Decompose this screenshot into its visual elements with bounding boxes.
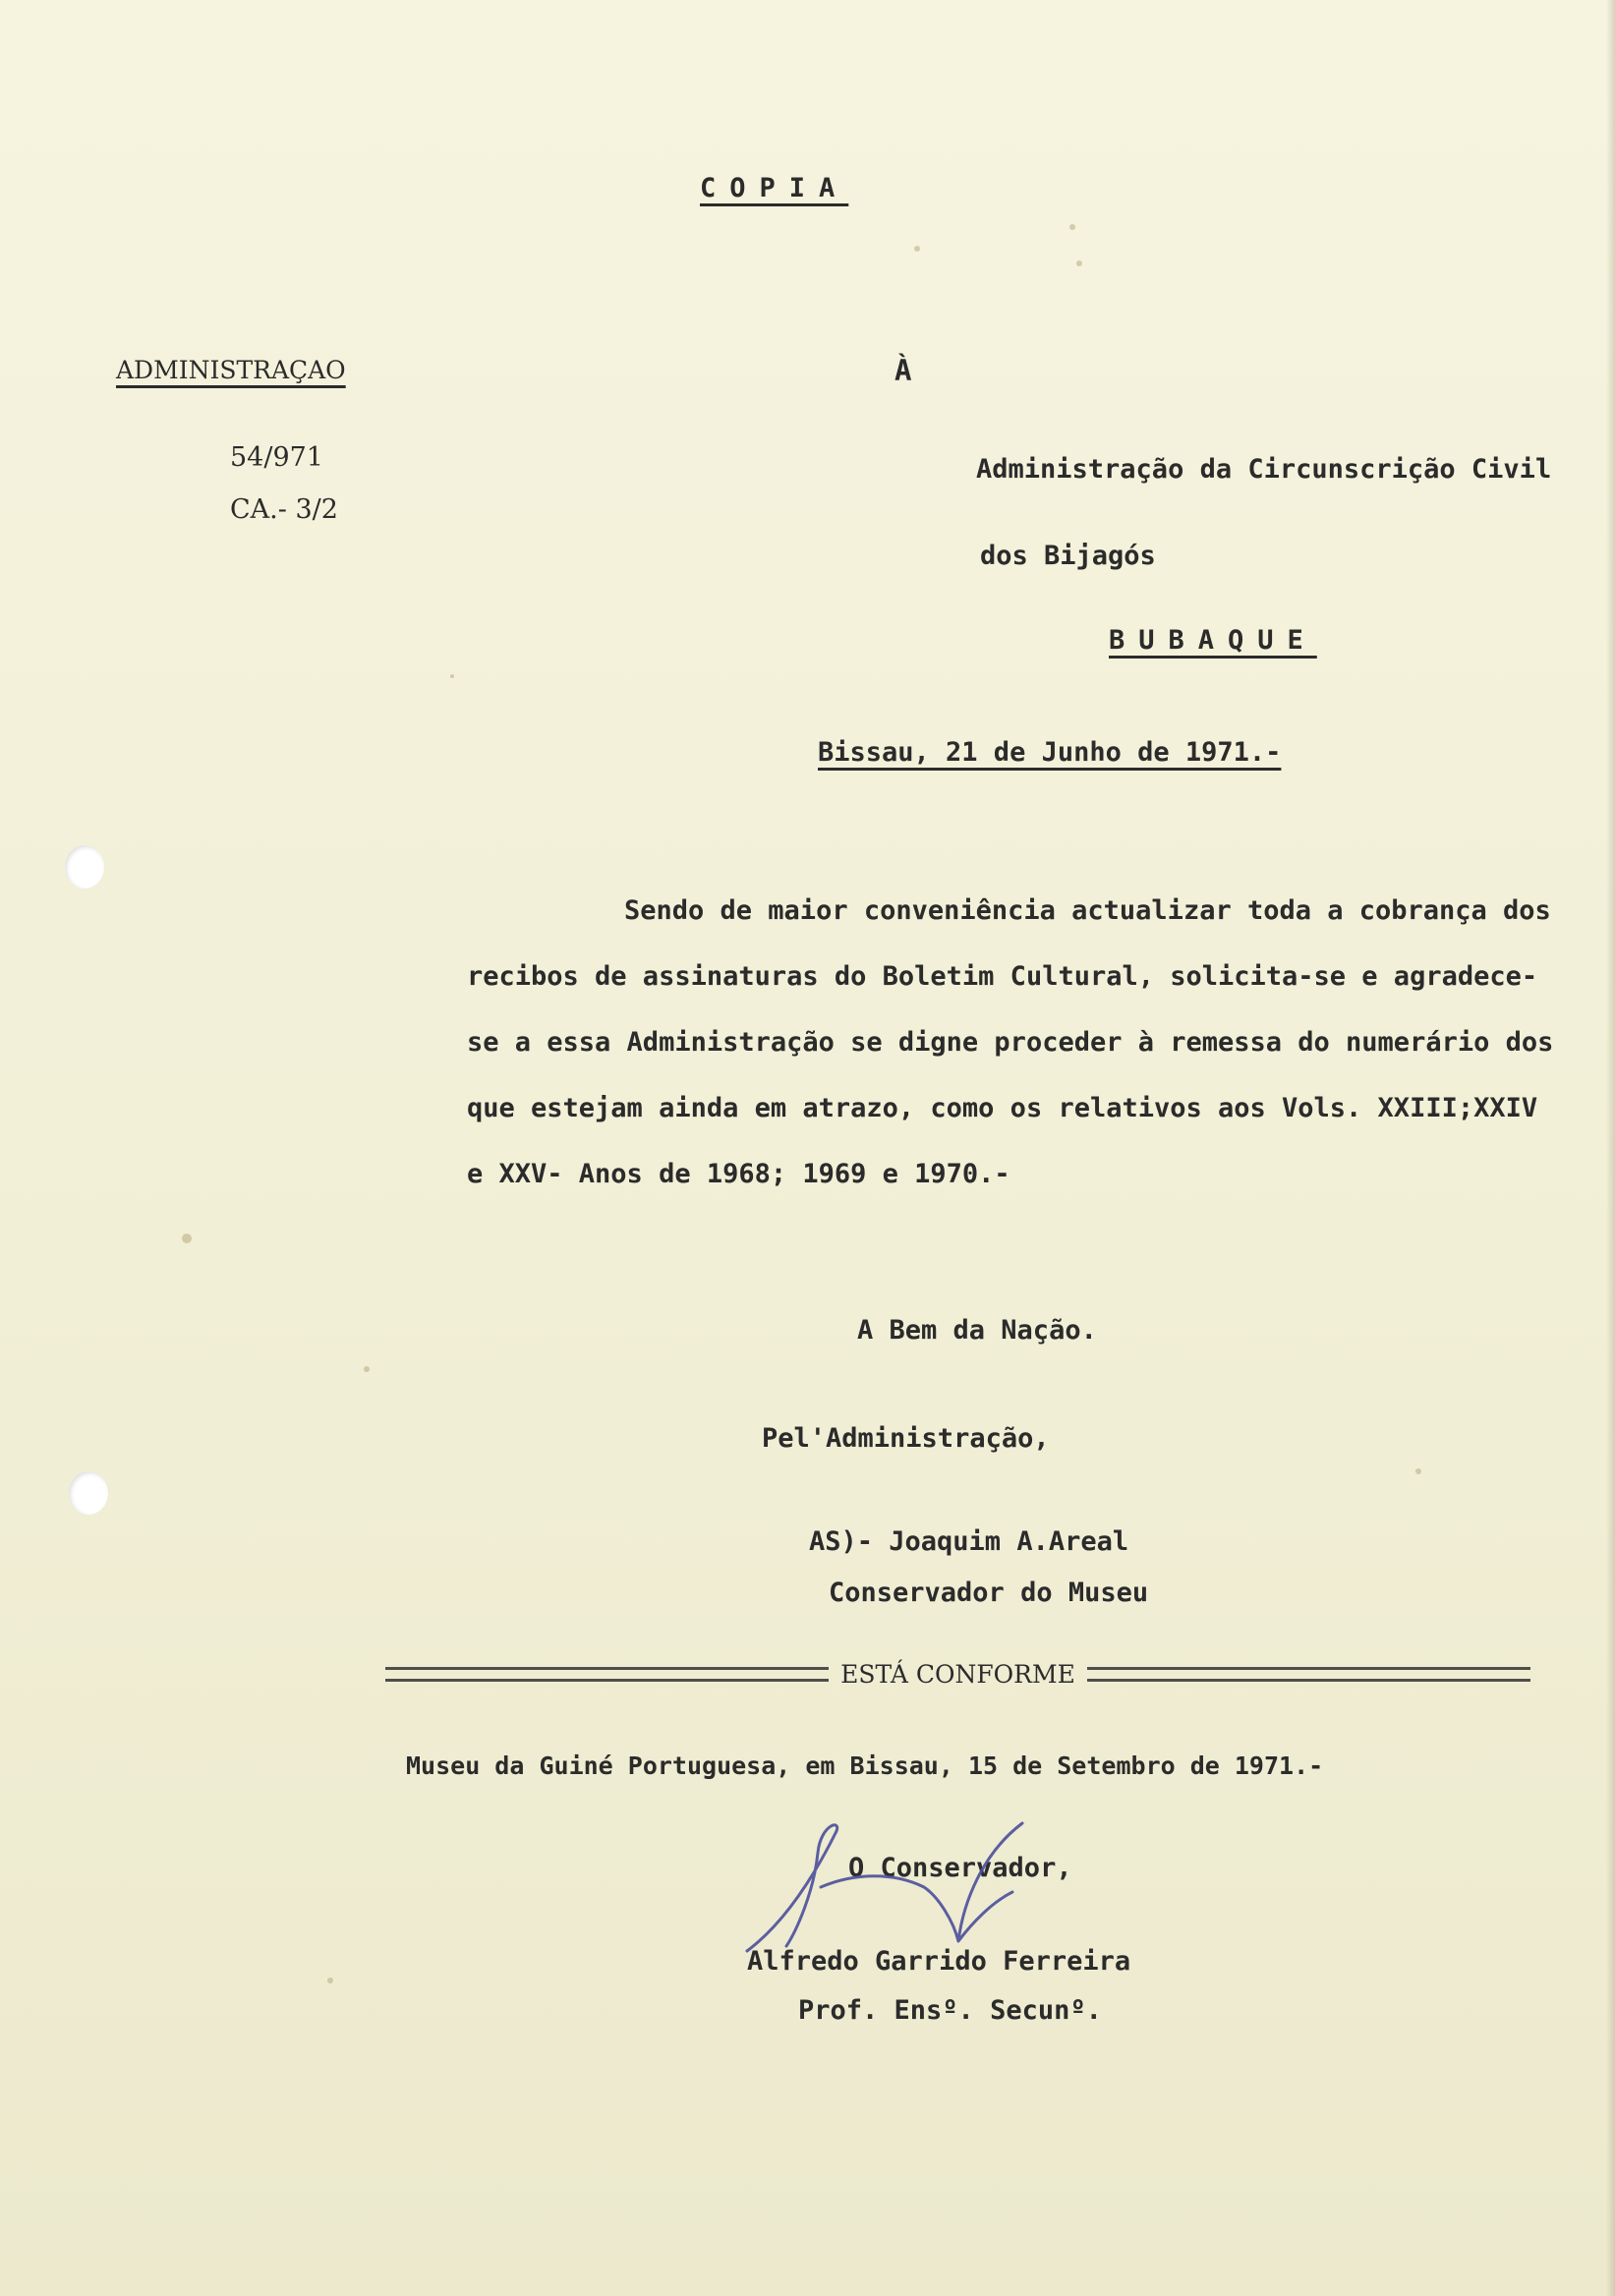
letter-body (467, 878, 1568, 1207)
recipient-line-1: Administração da Circunscrição Civil (976, 454, 1552, 485)
paper-speck (1415, 1468, 1421, 1474)
body-line: Sendo de maior conveniência actualizar toda a cobrança dos (624, 895, 1551, 926)
recipient-line-2: dos Bijagós (980, 541, 1156, 571)
paper-speck (914, 246, 920, 252)
paper-speck (182, 1234, 192, 1243)
body-line: se a essa Administração se digne proceder à remessa do numerário dos (467, 1027, 1554, 1058)
reference-number: 54/971 (230, 442, 323, 473)
document-heading: COPIA (700, 173, 849, 203)
conformity-rule (385, 1657, 1530, 1691)
closing-salutation: A Bem da Nação. (857, 1315, 1097, 1346)
paper-speck (450, 674, 454, 678)
conformity-label: ESTÁ CONFORME (840, 1659, 1075, 1689)
rule-left (385, 1667, 829, 1682)
punch-hole-top (65, 845, 104, 889)
certification-line: Museu da Guiné Portuguesa, em Bissau, 15 de Setembro de 1971.- (406, 1751, 1324, 1780)
date-line (818, 737, 1281, 768)
signed-as: AS)- Joaquim A.Areal (809, 1526, 1129, 1557)
recipient-prefix: À (894, 354, 912, 387)
handwritten-signature (727, 1813, 1081, 1971)
signed-title: Conservador do Museu (829, 1578, 1149, 1608)
body-line: que estejam ainda em atrazo, como os relativos aos Vols. XXIII;XXIV (467, 1093, 1538, 1123)
certifier-name: Alfredo Garrido Ferreira (747, 1946, 1131, 1977)
paper-speck (1069, 224, 1075, 230)
paper-speck (327, 1978, 333, 1983)
page-edge-shadow (1606, 0, 1615, 2296)
certifier-title: Prof. Ensº. Secunº. (798, 1995, 1102, 2026)
paper-speck (364, 1366, 370, 1372)
paper-speck (1076, 260, 1082, 266)
certifier-role: O Conservador, (848, 1853, 1072, 1883)
rule-right (1087, 1667, 1530, 1682)
date-text: Bissau, 21 de Junho de 1971.- (818, 737, 1282, 768)
for-administration: Pel'Administração, (762, 1423, 1050, 1454)
recipient-place: BUBAQUE (1109, 625, 1317, 656)
punch-hole-bottom (69, 1471, 108, 1515)
department-label: ADMINISTRAÇAO (116, 356, 346, 384)
reference-code: CA.- 3/2 (230, 494, 338, 525)
body-line: recibos de assinaturas do Boletim Cultural, solicita-se e agradece- (467, 961, 1538, 992)
body-line: e XXV- Anos de 1968; 1969 e 1970.- (467, 1159, 1010, 1189)
